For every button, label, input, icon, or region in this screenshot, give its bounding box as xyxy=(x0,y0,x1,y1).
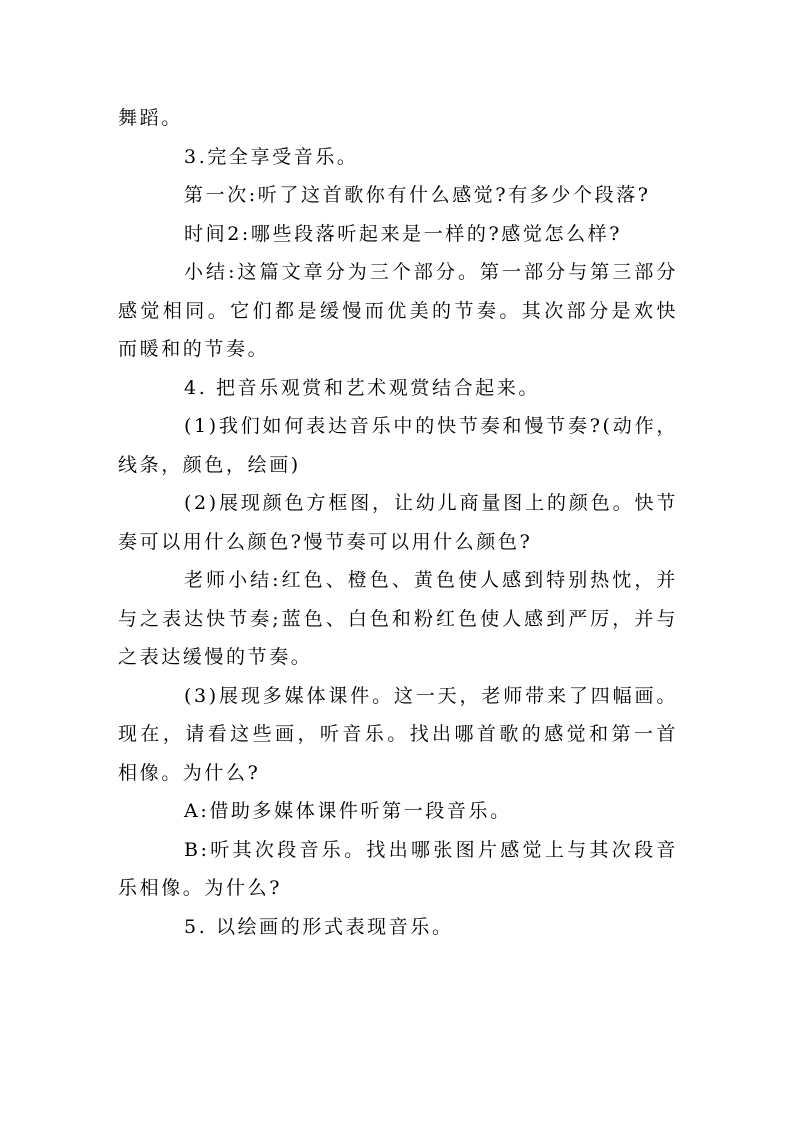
paragraph: B:听其次段音乐。找出哪张图片感觉上与其次段音乐相像。为什么? xyxy=(118,838,678,899)
paragraph: 4. 把音乐观赏和艺术观赏结合起来。 xyxy=(184,376,540,399)
paragraph: 时间2:哪些段落听起来是一样的?感觉怎么样? xyxy=(184,222,623,245)
paragraph: (2)展现颜色方框图，让幼儿商量图上的颜色。快节奏可以用什么颜色?慢节奏可以用什么颜色? xyxy=(118,492,678,553)
paragraph: 第一次:听了这首歌你有什么感觉?有多少个段落? xyxy=(184,184,651,206)
paragraph: 3.完全享受音乐。 xyxy=(184,145,359,168)
paragraph: 舞蹈。 xyxy=(118,107,183,129)
paragraph: (1)我们如何表达音乐中的快节奏和慢节奏?(动作，线条，颜色，绘画) xyxy=(118,415,678,476)
paragraph: 小结:这篇文章分为三个部分。第一部分与第三部分感觉相同。它们都是缓慢而优美的节奏。其次部分是欢快而暖和的节奏。 xyxy=(118,261,678,360)
paragraph: (3)展现多媒体课件。这一天，老师带来了四幅画。现在，请看这些画，听音乐。找出哪首歌的感觉和第一首相像。为什么? xyxy=(118,684,678,784)
paragraph: 老师小结:红色、橙色、黄色使人感到特别热忱，并与之表达快节奏;蓝色、白色和粉红色使人感到严厉，并与之表达缓慢的节奏。 xyxy=(118,569,678,668)
document-body xyxy=(118,99,678,946)
paragraph: 5. 以绘画的形式表现音乐。 xyxy=(184,915,454,938)
paragraph: A:借助多媒体课件听第一段音乐。 xyxy=(184,800,512,822)
